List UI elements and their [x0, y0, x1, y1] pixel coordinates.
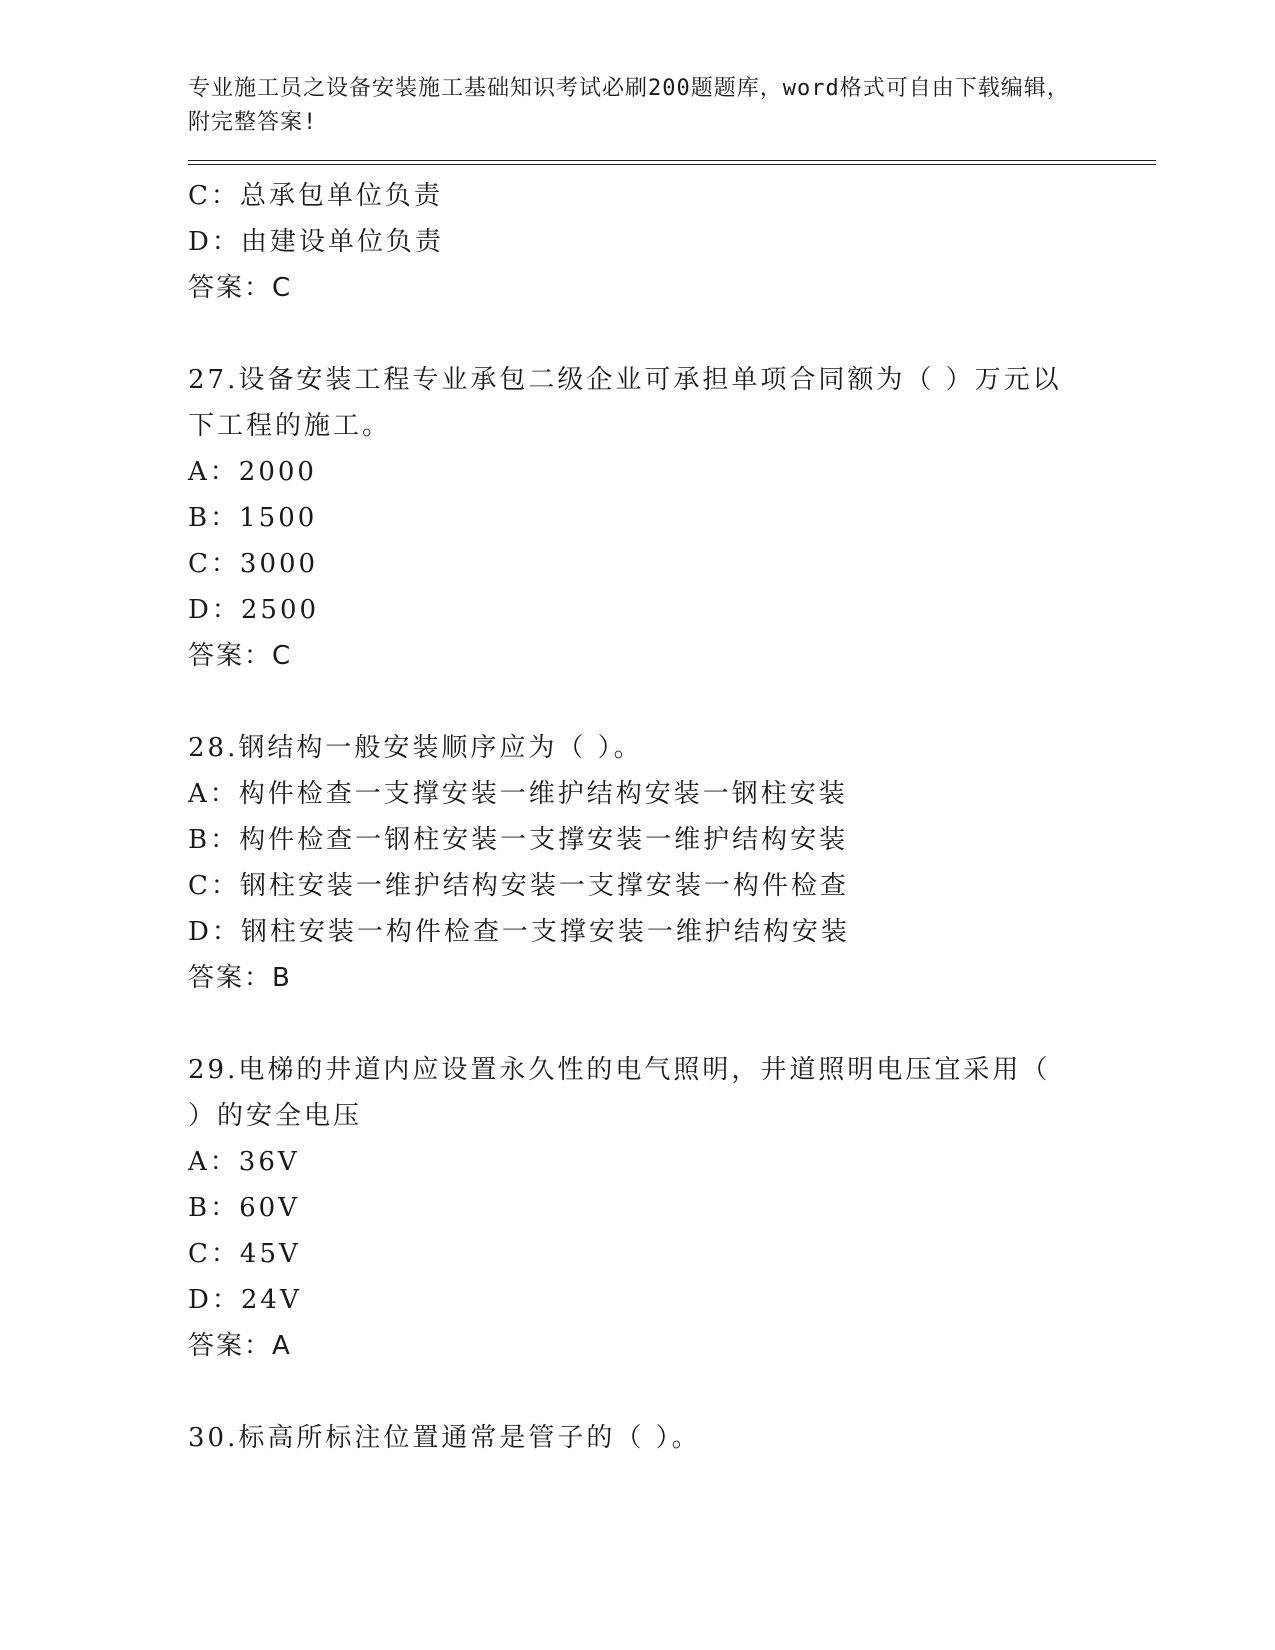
- option-c: C：总承包单位负责: [188, 181, 443, 211]
- option-d: D：24V: [188, 1285, 302, 1315]
- option-d: D：由建设单位负责: [188, 227, 444, 257]
- option-d: D：2500: [188, 595, 320, 625]
- question-28: 28.钢结构一般安装顺序应为（ ）。: [188, 733, 643, 763]
- question-29: 29.电梯的井道内应设置永久性的电气照明，井道照明电压宜采用（ ）的安全电压: [188, 1055, 1051, 1131]
- option-b: B：构件检查一钢柱安装一支撑安装一维护结构安装: [188, 825, 849, 855]
- answer-line: 答案：B: [188, 963, 292, 993]
- option-c: C：钢柱安装一维护结构安装一支撑安装一构件检查: [188, 871, 849, 901]
- option-b: B：1500: [188, 503, 318, 533]
- answer-line: 答案：A: [188, 1331, 292, 1361]
- document-header: 专业施工员之设备安装施工基础知识考试必刷200题题库，word格式可自由下载编辑，附完整答案!: [188, 76, 1070, 135]
- answer-line: 答案：C: [188, 273, 293, 303]
- answer-line: 答案：C: [188, 641, 293, 671]
- document-page: [188, 72, 1158, 1461]
- question-30: 30.标高所标注位置通常是管子的（ ）。: [188, 1423, 701, 1453]
- option-c: C：3000: [188, 549, 319, 579]
- option-b: B：60V: [188, 1193, 300, 1223]
- option-d: D：钢柱安装一构件检查一支撑安装一维护结构安装: [188, 917, 850, 947]
- option-a: A：构件检查一支撑安装一维护结构安装一钢柱安装: [188, 779, 848, 809]
- question-27: 27.设备安装工程专业承包二级企业可承担单项合同额为（ ）万元以下工程的施工。: [188, 365, 1062, 441]
- option-a: A：36V: [188, 1147, 300, 1177]
- header-divider: [188, 160, 1156, 165]
- option-a: A：2000: [188, 457, 317, 487]
- option-c: C：45V: [188, 1239, 301, 1269]
- question-list: [188, 173, 1158, 1461]
